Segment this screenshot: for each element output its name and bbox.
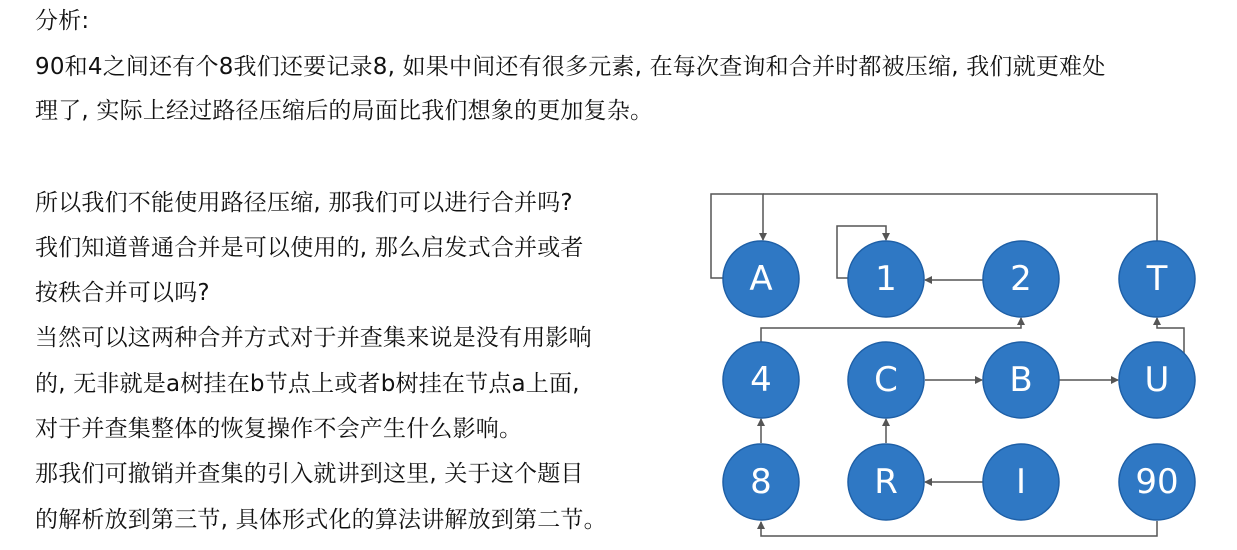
svg-text:R: R bbox=[874, 462, 898, 502]
svg-text:A: A bbox=[749, 259, 773, 299]
node-90 bbox=[1119, 444, 1195, 520]
svg-text:T: T bbox=[1146, 259, 1168, 299]
paragraph-2-line-2: 我们知道普通合并是可以使用的, 那么启发式合并或者 bbox=[35, 235, 584, 261]
paragraph-2-line-6: 对于并查集整体的恢复操作不会产生什么影响。 bbox=[35, 416, 523, 442]
node-1 bbox=[848, 241, 924, 317]
svg-text:C: C bbox=[874, 360, 898, 400]
node-r bbox=[848, 444, 924, 520]
svg-text:90: 90 bbox=[1135, 462, 1179, 502]
paragraph-2-line-3: 按秩合并可以吗? bbox=[35, 280, 210, 306]
svg-text:I: I bbox=[1015, 462, 1027, 502]
svg-text:2: 2 bbox=[1010, 259, 1032, 299]
paragraph-2-line-8: 的解析放到第三节, 具体形式化的算法讲解放到第二节。 bbox=[35, 507, 607, 533]
paragraph-2-line-5: 的, 无非就是a树挂在b节点上或者b树挂在节点a上面, bbox=[35, 371, 580, 397]
edge-t-to-a bbox=[763, 194, 1157, 242]
paragraph-1-line-1: 90和4之间还有个8我们还要记录8, 如果中间还有很多元素, 在每次查询和合并时都被压缩, 我们就更难处 bbox=[35, 54, 1106, 80]
node-t bbox=[1119, 241, 1195, 317]
edge-4-to-2 bbox=[761, 318, 1021, 343]
paragraph-2-line-1: 所以我们不能使用路径压缩, 那我们可以进行合并吗? bbox=[35, 190, 573, 216]
heading: 分析: bbox=[35, 8, 90, 34]
paragraph-2-line-4: 当然可以这两种合并方式对于并查集来说是没有用影响 bbox=[35, 325, 592, 351]
svg-text:4: 4 bbox=[750, 360, 772, 400]
node-8 bbox=[723, 444, 799, 520]
svg-text:B: B bbox=[1009, 360, 1033, 400]
node-4 bbox=[723, 342, 799, 418]
node-2 bbox=[983, 241, 1059, 317]
node-i bbox=[983, 444, 1059, 520]
svg-text:8: 8 bbox=[750, 462, 772, 502]
svg-text:U: U bbox=[1144, 360, 1170, 400]
paragraph-2-line-7: 那我们可撤销并查集的引入就讲到这里, 关于这个题目 bbox=[35, 461, 584, 487]
node-b bbox=[983, 342, 1059, 418]
paragraph-1-line-2: 理了, 实际上经过路径压缩后的局面比我们想象的更加复杂。 bbox=[35, 98, 654, 124]
svg-text:1: 1 bbox=[875, 259, 897, 299]
node-u bbox=[1119, 342, 1195, 418]
node-a bbox=[723, 241, 799, 317]
edge-90-to-8 bbox=[761, 521, 1157, 536]
node-c bbox=[848, 342, 924, 418]
